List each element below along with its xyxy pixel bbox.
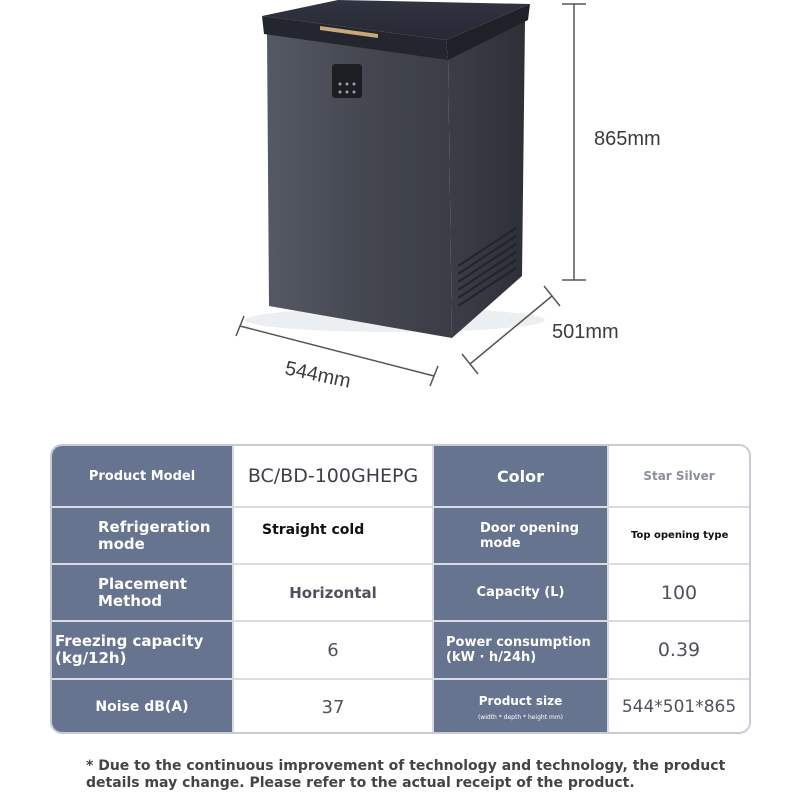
door-opening-label: Door opening mode <box>432 508 607 563</box>
power-consumption-label-line1: Power consumption <box>446 635 591 650</box>
height-dimension-arrow <box>562 4 586 280</box>
freezing-capacity-value: 6 <box>232 622 432 678</box>
product-model-value: BC/BD-100GHEPG <box>232 446 432 506</box>
door-opening-value: Top opening type <box>607 508 749 563</box>
placement-method-value: Horizontal <box>232 565 432 620</box>
table-row <box>52 508 749 563</box>
power-consumption-value: 0.39 <box>607 622 749 678</box>
freezing-capacity-label <box>52 622 232 678</box>
control-button-icon <box>353 91 356 94</box>
table-row <box>52 446 749 506</box>
control-button-icon <box>339 83 342 86</box>
product-size-sublabel: (width * depth * height mm) <box>477 713 564 721</box>
height-label: 865mm <box>594 128 661 150</box>
freezing-capacity-label-line2: (kg/12h) <box>55 649 127 667</box>
placement-method-label: Placement Method <box>52 565 232 620</box>
power-consumption-label <box>432 622 607 678</box>
product-size-label-main: Product size <box>478 693 563 708</box>
spec-table <box>50 444 751 734</box>
control-button-icon <box>339 91 342 94</box>
freezer-side <box>448 20 525 338</box>
color-value: Star Silver <box>607 446 749 506</box>
freezing-capacity-label-line1: Freezing capacity <box>55 632 204 650</box>
refrigeration-mode-label: Refrigeration mode <box>52 508 232 563</box>
product-model-label: Product Model <box>52 446 232 506</box>
table-row <box>52 565 749 620</box>
capacity-value: 100 <box>607 565 749 620</box>
depth-label: 501mm <box>552 321 619 343</box>
control-button-icon <box>346 91 349 94</box>
table-row <box>52 622 749 678</box>
control-button-icon <box>346 83 349 86</box>
product-size-value: 544*501*865 <box>607 680 749 734</box>
color-label: Color <box>432 446 607 506</box>
product-size-label <box>432 680 607 734</box>
power-consumption-label-line2: (kW · h/24h) <box>446 650 537 665</box>
disclaimer-note: * Due to the continuous improvement of technology and technology, the product details may change. Please refer to the actual receipt of the product. <box>86 758 726 791</box>
capacity-label: Capacity (L) <box>432 565 607 620</box>
noise-value: 37 <box>232 680 432 734</box>
control-button-icon <box>353 83 356 86</box>
table-row <box>52 680 749 734</box>
width-label: 544mm <box>282 357 353 393</box>
refrigeration-mode-value: Straight cold <box>232 508 432 563</box>
noise-label: Noise dB(A) <box>52 680 232 734</box>
